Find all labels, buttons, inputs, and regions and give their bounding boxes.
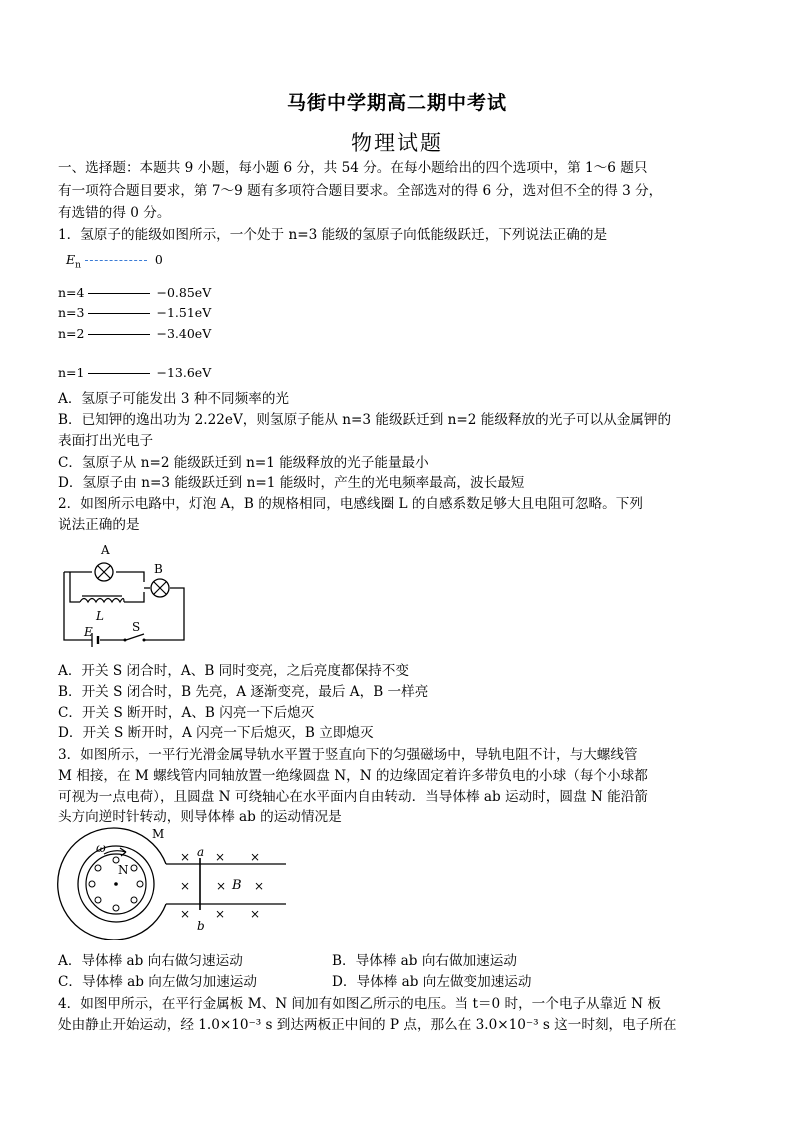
field-cross: × [180,879,191,893]
q3-option-a: A．导体棒 ab 向右做匀速运动 [58,953,243,969]
label-n: N [118,863,129,877]
lamp-a-icon [95,563,113,581]
field-cross: × [215,907,226,921]
energy-value: −3.40eV [156,326,212,341]
q1-option-b-line1: B．已知钾的逸出功为 2.22eV，则氢原子能从 n=3 能级跃迁到 n=2 能级释放的光子可以从金属钾的 [58,412,672,428]
label-b: B [154,562,163,576]
inductor-icon [80,596,124,602]
energy-symbol: E [66,252,76,267]
subject-title: 物理试题 [351,131,443,155]
field-cross: × [250,850,261,864]
battery-icon [92,633,98,647]
q1-option-d: D．氢原子由 n=3 能级跃迁到 n=1 能级时，产生的光电频率最高，波长最短 [58,475,525,491]
energy-level-line-dashed [85,260,147,261]
field-cross: × [254,879,265,893]
magnetic-field-crosses [180,850,264,921]
label-a-end: a [197,845,205,859]
q2-option-d: D．开关 S 断开时，A 闪亮一下后熄灭，B 立即熄灭 [58,725,374,741]
q2-stem-line1: 2．如图所示电路中，灯泡 A，B 的规格相同，电感线圈 L 的自感系数足够大且电阻可忽略。下列 [58,496,643,512]
label-field-b: B [232,878,242,893]
energy-level-line [88,313,150,314]
disk-n [86,854,146,914]
field-cross: × [250,907,261,921]
field-cross: × [180,907,191,921]
section-intro-line2: 有一项符合题目要求，第 7～9 题有多项符合题目要求。全部选对的得 6 分，选对但不全的得 3 分， [58,183,663,199]
label-e: E [84,625,93,639]
field-cross: × [180,850,191,864]
q1-stem: 1．氢原子的能级如图所示，一个处于 n=3 能级的氢原子向低能级跃迁，下列说法正确的是 [58,227,608,243]
label-b-end: b [197,919,205,933]
label-m: M [152,827,165,841]
lamp-b-icon [151,579,169,597]
circuit-diagram [52,540,192,650]
q2-stem-line2: 说法正确的是 [58,517,140,533]
section-intro-line1: 一、选择题：本题共 9 小题，每小题 6 分，共 54 分。在每小题给出的四个选项中，第 1～6 题只 [58,160,648,176]
energy-level-infinity [66,252,163,271]
energy-level-n4 [58,285,211,300]
q4-stem-line1: 4．如图甲所示，在平行金属板 M、N 间加有如图乙所示的电压。当 t＝0 时，一个电子从靠近 N 板 [58,996,661,1012]
energy-level-line [88,293,150,294]
q3-option-b: B．导体棒 ab 向右做加速运动 [332,953,517,969]
level-label: n=3 [58,305,85,320]
q3-stem-line4: 头方向逆时针转动，则导体棒 ab 的运动情况是 [58,809,342,825]
label-l: L [96,609,104,623]
q1-option-a: A．氢原子可能发出 3 种不同频率的光 [58,391,290,407]
energy-level-n2 [58,326,211,341]
label-s: S [132,620,141,634]
label-omega: ω [96,841,106,855]
energy-value: −0.85eV [156,285,212,300]
q1-option-b-line2: 表面打出光电子 [58,433,154,449]
energy-subscript: n [75,260,81,271]
q3-stem-line2: M 相接，在 M 螺线管内同轴放置一绝缘圆盘 N，N 的边缘固定着许多带负电的小球（每个小球都 [58,768,648,784]
energy-value: −1.51eV [156,305,212,320]
q2-option-b: B．开关 S 闭合时，B 先亮，A 逐渐变亮，最后 A，B 一样亮 [58,684,429,700]
q1-option-c: C．氢原子从 n=2 能级跃迁到 n=1 能级释放的光子能量最小 [58,455,429,471]
q3-stem-line1: 3．如图所示，一平行光滑金属导轨水平置于竖直向下的匀强磁场中，导轨电阻不计，与大螺线管 [58,747,638,763]
label-a: A [101,543,110,557]
q4-stem-line2: 处由静止开始运动，经 1.0×10⁻³ s 到达两板正中间的 P 点，那么在 3.0×10⁻³ s 这一时刻，电子所在 [58,1017,677,1033]
energy-level-n1 [58,365,211,380]
level-label: n=1 [58,365,85,380]
field-cross: × [216,879,227,893]
energy-value: −13.6eV [156,365,212,380]
q3-option-d: D．导体棒 ab 向左做变加速运动 [332,974,532,990]
school-title: 马街中学期高二期中考试 [286,92,507,114]
q2-option-a: A．开关 S 闭合时，A、B 同时变亮，之后亮度都保持不变 [58,663,409,679]
energy-level-n3 [58,305,211,320]
solenoid-disk-diagram [54,826,294,940]
level-label: n=4 [58,285,85,300]
energy-level-line [88,334,150,335]
energy-value: 0 [154,252,163,267]
energy-level-line [88,373,150,374]
field-cross: × [215,850,226,864]
q2-option-c: C．开关 S 断开时，A、B 闪亮一下后熄灭 [58,705,315,721]
q3-stem-line3: 可视为一点电荷），且圆盘 N 可绕轴心在水平面内自由转动．当导体棒 ab 运动时，圆盘 N 能沿箭 [58,789,648,805]
q3-option-c: C．导体棒 ab 向左做匀加速运动 [58,974,257,990]
level-label: n=2 [58,326,85,341]
section-intro-line3: 有选错的得 0 分。 [58,205,171,221]
